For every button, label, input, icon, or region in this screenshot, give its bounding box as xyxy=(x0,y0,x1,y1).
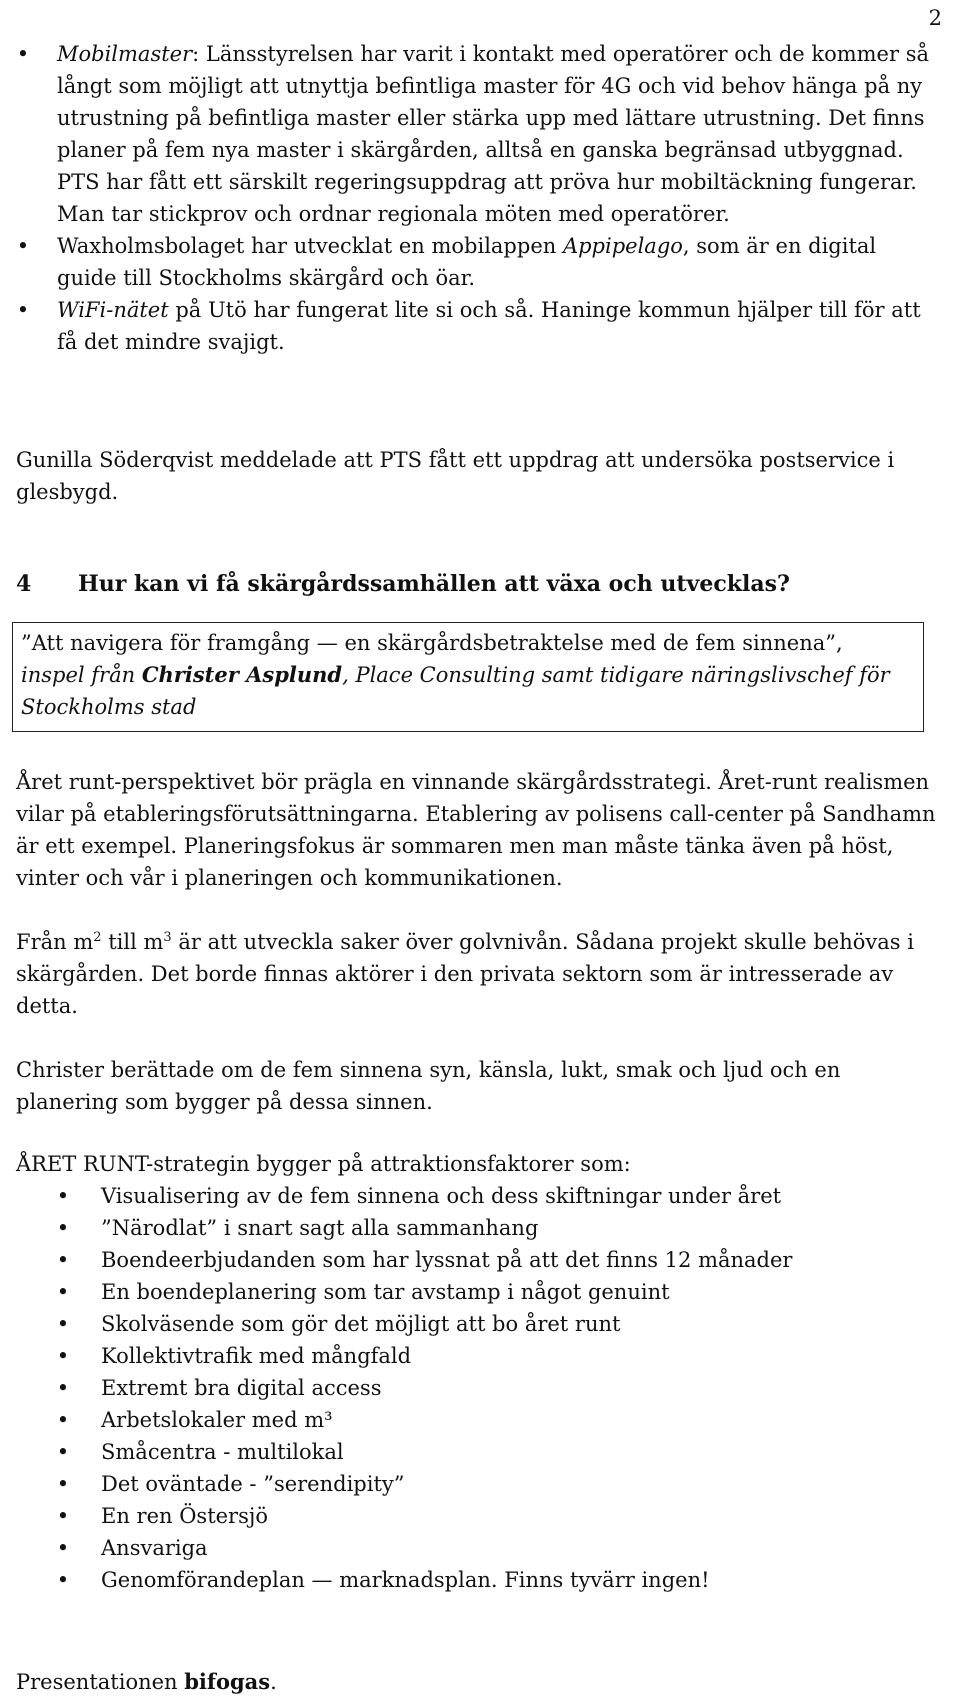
list-item: • Boendeerbjudanden som har lyssnat på att det finns 12 månader xyxy=(0,1244,940,1276)
bullet-icon: • xyxy=(16,42,30,66)
bullet-icon: • xyxy=(56,1568,70,1592)
bullet-icon: • xyxy=(16,298,30,322)
section-title: Hur kan vi få skärgårdssamhällen att växa och utvecklas? xyxy=(78,571,790,597)
bifogas-bold: bifogas xyxy=(184,1669,271,1694)
paragraph-aret-runt: Året runt-perspektivet bör prägla en vinnande skärgårdsstrategi. Året-runt realismen vilar på etableringsförutsättningarna. Etablering av polisens call-center på Sandhamn är ett exempel. Planeringsfokus är sommaren men man måste tänka även på höst, vinter och vår i planeringen och kommunikationen. xyxy=(16,770,936,890)
presentation-title: ”Att navigera för framgång — en skärgårdsbetraktelse med de fem sinnena”, xyxy=(21,631,843,655)
factor-list xyxy=(0,1180,940,1596)
list-item: • Mobilmaster: Länsstyrelsen har varit i kontakt med operatörer och de kommer så långt som möjligt att utnyttja befintliga master för 4G och vid behov hänga på ny utrustning på befintliga master eller stärka upp med lättare utrustning. Det finns planer på fem nya master i skärgården, alltså en ganska begränsad utbyggnad. PTS har fått ett särskilt regeringsuppdrag att pröva hur mobiltäckning fungerar. Man tar stickprov och ordnar regionala möten med operatörer. xyxy=(0,38,940,230)
bullet-icon: • xyxy=(16,234,30,258)
list-item: • En ren Östersjö xyxy=(0,1500,940,1532)
bullet-icon: • xyxy=(56,1408,70,1432)
mobile-bullet-list xyxy=(0,38,940,358)
paragraph-m2-m3: Från $m^2$ till $m^3$ är att utveckla saker över golvnivån. Sådana projekt skulle behövas i skärgården. Det borde finnas aktörer i den privata sektorn som är intresserade av detta. xyxy=(16,930,914,1018)
bullet-icon: • xyxy=(56,1312,70,1336)
bullet-icon: • xyxy=(56,1504,70,1528)
bullet-icon: • xyxy=(56,1472,70,1496)
list-item: • Extremt bra digital access xyxy=(0,1372,940,1404)
bullet-icon: • xyxy=(56,1280,70,1304)
bullet-icon: • xyxy=(56,1440,70,1464)
paragraph-strategi: ÅRET RUNT-strategin bygger på attraktionsfaktorer som: xyxy=(16,1152,631,1176)
list-item: • Ansvariga xyxy=(0,1532,940,1564)
list-item: • Småcentra - multilokal xyxy=(0,1436,940,1468)
list-item: • Visualisering av de fem sinnena och dess skiftningar under året xyxy=(0,1180,940,1212)
page-number: 2 xyxy=(928,6,942,30)
bullet-icon: • xyxy=(56,1536,70,1560)
presenter-name: Christer Asplund xyxy=(141,662,343,687)
bullet-icon: • xyxy=(56,1184,70,1208)
list-item: • WiFi-nätet på Utö har fungerat lite si och så. Haninge kommun hjälper till för att få det mindre svajigt. xyxy=(0,294,940,358)
bullet-icon: • xyxy=(56,1216,70,1240)
list-item: • Kollektivtrafik med mångfald xyxy=(0,1340,940,1372)
presentation-box: ”Att navigera för framgång — en skärgårdsbetraktelse med de fem sinnena”, inspel från Christer Asplund, Place Consulting samt tidigare näringslivschef för Stockholms stad xyxy=(12,622,924,732)
bullet-icon: • xyxy=(56,1344,70,1368)
paragraph-gunilla: Gunilla Söderqvist meddelade att PTS fått ett uppdrag att undersöka postservice i glesbygd. xyxy=(16,448,895,504)
paragraph-christer: Christer berättade om de fem sinnena syn, känsla, lukt, smak och ljud och en planering som bygger på dessa sinnen. xyxy=(16,1058,841,1114)
list-item: • Det oväntade - ”serendipity” xyxy=(0,1468,940,1500)
section-number: 4 xyxy=(16,571,32,597)
list-item: • Arbetslokaler med m³ xyxy=(0,1404,940,1436)
list-item: • ”Närodlat” i snart sagt alla sammanhang xyxy=(0,1212,940,1244)
list-item: • Waxholmsbolaget har utvecklat en mobilappen Appipelago, som är en digital guide till Stockholms skärgård och öar. xyxy=(0,230,940,294)
list-item: • En boendeplanering som tar avstamp i något genuint xyxy=(0,1276,940,1308)
paragraph-presentation: Presentationen bifogas. xyxy=(16,1669,277,1694)
list-item: • Skolväsende som gör det möjligt att bo året runt xyxy=(0,1308,940,1340)
bullet-icon: • xyxy=(56,1248,70,1272)
list-item: • Genomförandeplan — marknadsplan. Finns tyvärr ingen! xyxy=(0,1564,940,1596)
bullet-icon: • xyxy=(56,1376,70,1400)
section-heading xyxy=(16,568,936,600)
